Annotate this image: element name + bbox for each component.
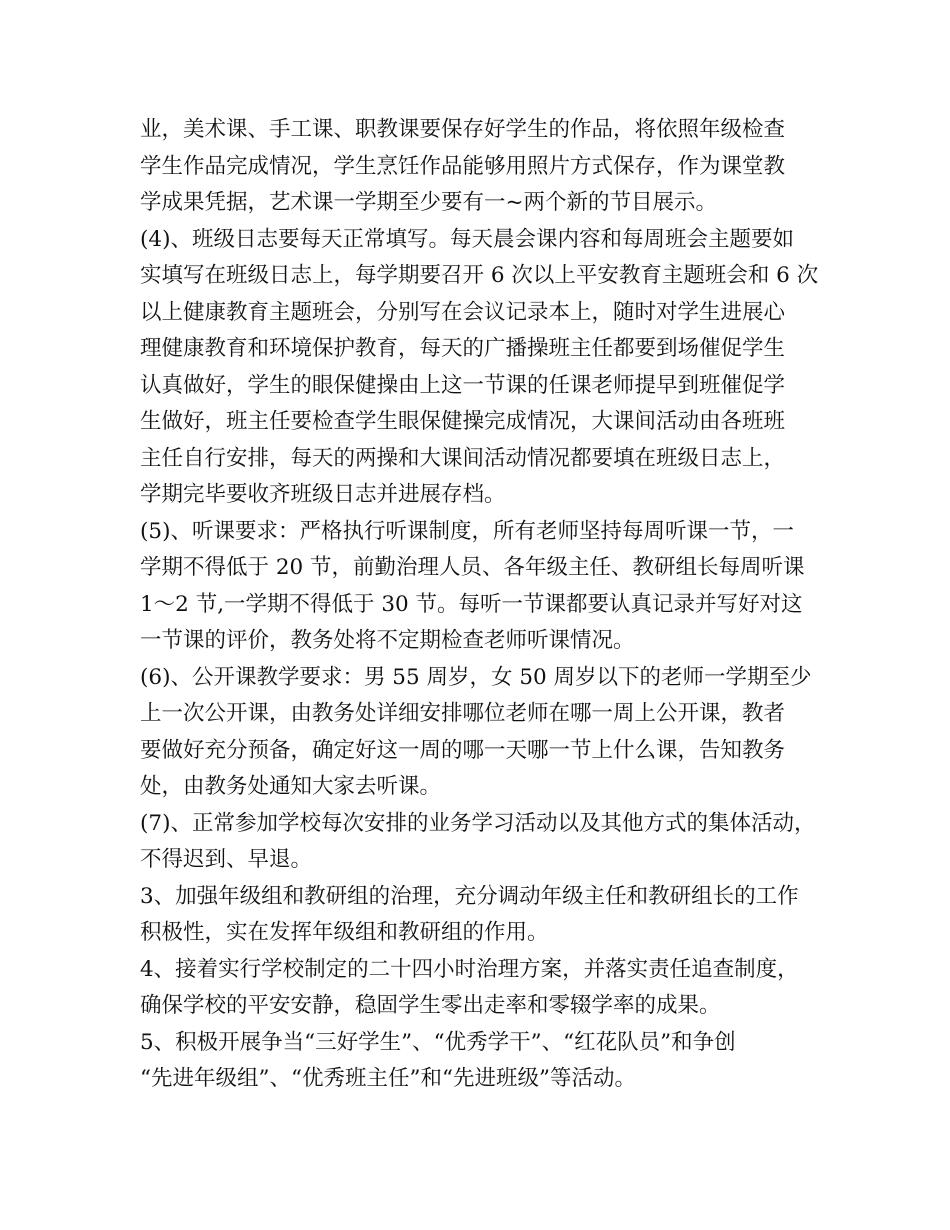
text-line: 理健康教育和环境保护教育，每天的广播操班主任都要到场催促学生 — [140, 336, 786, 361]
text-line: 主任自行安排，每天的两操和大课间活动情况都要填在班级日志上， — [140, 445, 786, 471]
text-line: (6)、公开课教学要求：男 55 周岁，女 50 周岁以下的老师一学期至少 — [140, 664, 812, 690]
text-line: 学成果凭据，艺术课一学期至少要有一~两个新的节目展示。 — [140, 190, 718, 215]
text-line: 业，美术课、手工课、职教课要保存好学生的作品，将依照年级检查 — [140, 117, 786, 142]
text-line: 要做好充分预备，确定好这一周的哪一天哪一节上什么课，告知教务 — [140, 737, 786, 763]
text-line: 上一次公开课，由教务处详细安排哪位老师在哪一周上公开课，教者 — [140, 701, 786, 726]
text-line: 不得迟到、早退。 — [140, 847, 313, 872]
text-line: “先进年级组”、“优秀班主任”和“先进班级”等活动。 — [140, 1066, 636, 1091]
text-line: (4)、班级日志要每天正常填写。每天晨会课内容和每周班会主题要如 — [140, 226, 794, 252]
text-line: (7)、正常参加学校每次安排的业务学习活动以及其他方式的集体活动， — [140, 810, 816, 836]
text-line: 1～2 节,一学期不得低于 30 节。每听一节课都要认真记录并写好对这 — [140, 591, 803, 617]
text-line: 学期完毕要收齐班级日志并进展存档。 — [140, 482, 506, 507]
text-line: 一节课的评价，教务处将不定期检查老师听课情况。 — [140, 628, 635, 653]
text-line: 4、接着实行学校制定的二十四小时治理方案，并落实责任追查制度， — [140, 956, 799, 982]
text-line: 积极性，实在发挥年级组和教研组的作用。 — [140, 920, 549, 945]
text-line: 5、积极开展争当“三好学生”、“优秀学干”、“红花队员”和争创 — [140, 1029, 736, 1055]
text-line: 学期不得低于 20 节，前勤治理人员、各年级主任、教研组长每周听课 — [140, 555, 805, 580]
text-line: 学生作品完成情况，学生烹饪作品能够用照片方式保存，作为课堂教 — [140, 153, 786, 179]
text-line: 以上健康教育主题班会，分别写在会议记录本上，随时对学生进展心 — [140, 299, 786, 325]
text-line: 确保学校的平安安静，稳固学生零出走率和零辍学率的成果。 — [140, 993, 721, 1018]
text-line: 生做好，班主任要检查学生眼保健操完成情况，大课间活动由各班班 — [140, 409, 786, 434]
text-line: 3、加强年级组和教研组的治理，充分调动年级主任和教研组长的工作 — [140, 883, 799, 909]
text-line: 认真做好，学生的眼保健操由上这一节课的任课老师提早到班催促学 — [140, 372, 786, 398]
text-line: 实填写在班级日志上，每学期要召开 6 次以上平安教育主题班会和 6 次 — [140, 263, 819, 288]
text-line: 处，由教务处通知大家去听课。 — [140, 774, 442, 799]
document-body — [140, 112, 830, 1098]
text-line: (5)、听课要求：严格执行听课制度，所有老师坚持每周听课一节，一 — [140, 518, 794, 544]
